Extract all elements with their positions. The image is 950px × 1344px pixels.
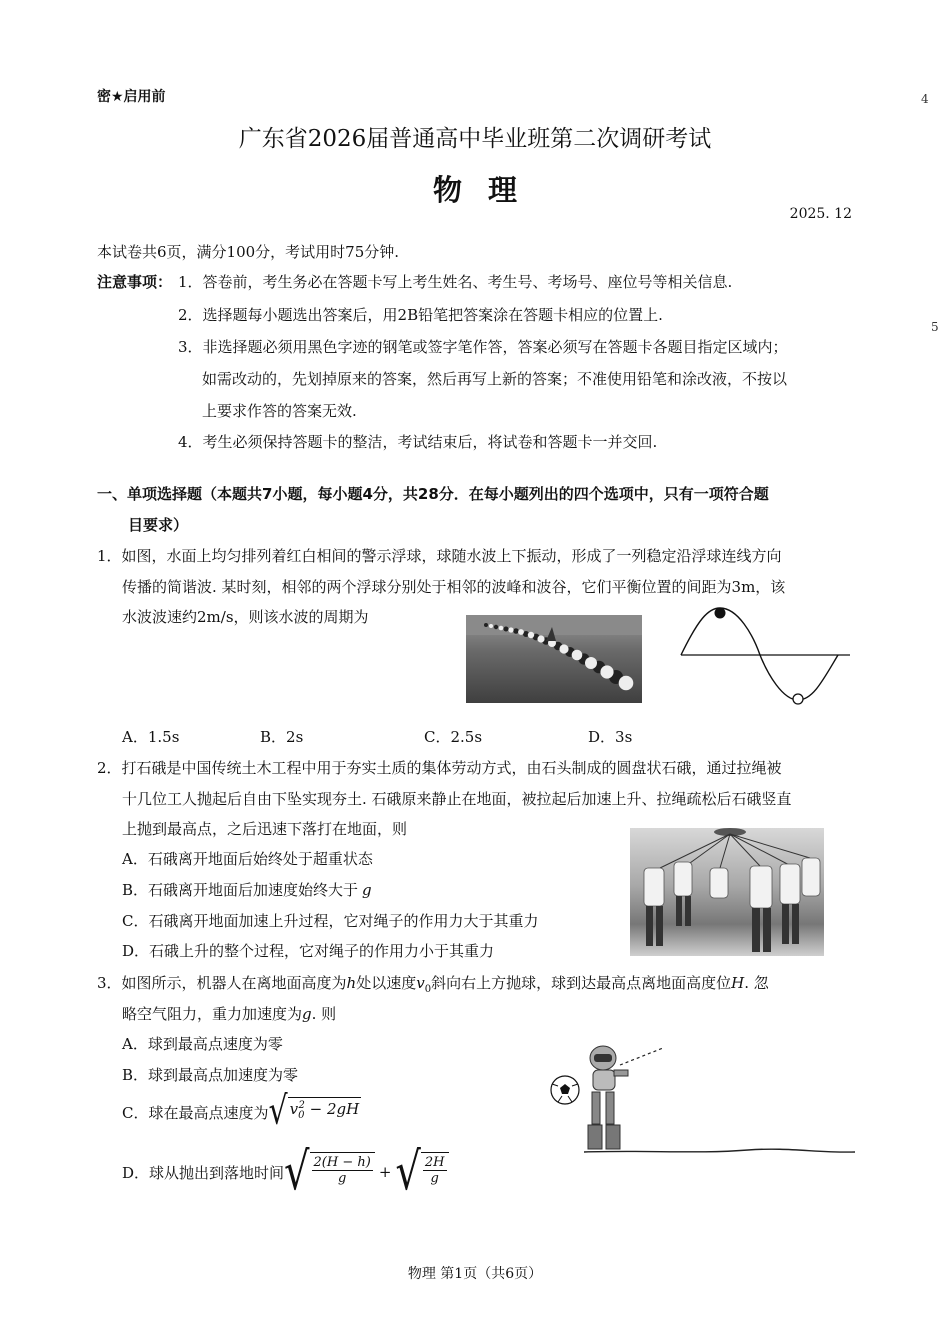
radicand bbox=[421, 1152, 449, 1192]
q3-text: 斜向右上方抛球，球到达最高点离地面高度位 bbox=[431, 974, 732, 992]
robot-icon bbox=[588, 1046, 628, 1149]
radical-sign: √ bbox=[395, 1142, 421, 1202]
numerator: 2H bbox=[424, 1155, 445, 1170]
note-item: 2．选择题每小题选出答案后，用2B铅笔把答案涂在答题卡相应的位置上. bbox=[178, 306, 663, 324]
radicand bbox=[288, 1097, 362, 1127]
confidential-label: 密★启用前 bbox=[97, 89, 166, 105]
option-d bbox=[122, 1142, 449, 1202]
question-2-line: 十几位工人抛起后自由下坠实现夯土. 石硪原来静止在地面，被拉起后加速上升、拉绳疏松后石硪竖直 bbox=[122, 790, 792, 808]
buoy-photo bbox=[466, 615, 642, 703]
section-heading-cont: 目要求） bbox=[128, 516, 189, 534]
question-2-line: 上抛到最高点，之后迅速下落打在地面，则 bbox=[122, 820, 408, 838]
intro-text: 本试卷共6页，满分100分，考试用时75分钟. bbox=[97, 243, 400, 261]
note-item: 4．考生必须保持答题卡的整洁，考试结束后，将试卷和答题卡一并交回. bbox=[178, 433, 658, 451]
note-item: 如需改动的，先划掉原来的答案，然后再写上新的答案；不准使用铅笔和涂改液，不按以 bbox=[202, 370, 788, 388]
numerator: 2(H − h) bbox=[313, 1155, 371, 1170]
exam-title: 广东省2026届普通高中毕业班第二次调研考试 bbox=[238, 126, 712, 152]
notes-label: 注意事项： bbox=[97, 273, 173, 291]
stone-tamping-photo bbox=[630, 828, 824, 956]
symbol-g: g bbox=[302, 1005, 312, 1023]
question-1-line: 传播的简谐波. 某时刻，相邻的两个浮球分别处于相邻的波峰和波谷，它们平衡位置的间距为3m，该 bbox=[122, 578, 786, 596]
fraction bbox=[312, 1155, 373, 1186]
option-c-text: C．球在最高点速度为 bbox=[122, 1103, 269, 1122]
question-3-line-2 bbox=[122, 1003, 336, 1024]
subscript-0: 0 bbox=[424, 984, 432, 995]
wave-diagram bbox=[678, 600, 854, 710]
symbol-h: h bbox=[346, 974, 357, 992]
subject-title: 物理 bbox=[432, 173, 543, 207]
q3-text: 处以速度 bbox=[356, 974, 417, 992]
symbol-v: v bbox=[289, 1100, 299, 1118]
sqrt-fraction-1 bbox=[284, 1142, 375, 1202]
soccer-ball-icon bbox=[551, 1076, 579, 1104]
robot-throw-figure bbox=[548, 1040, 858, 1160]
note-item: 1．答卷前，考生务必在答题卡写上考生姓名、考生号、考场号、座位号等相关信息. bbox=[178, 273, 733, 291]
trajectory-line bbox=[620, 1048, 663, 1065]
option-b bbox=[122, 879, 372, 900]
subscript-0: 0 bbox=[298, 1110, 305, 1121]
symbol-g: g bbox=[362, 881, 372, 899]
option-c: C．2.5s bbox=[424, 728, 483, 746]
q3-text: . 则 bbox=[311, 1005, 337, 1023]
q3-text: 略空气阻力，重力加速度为 bbox=[122, 1005, 303, 1023]
option-a: A．球到最高点速度为零 bbox=[122, 1035, 283, 1053]
exam-date: 2025. 12 bbox=[789, 206, 852, 222]
note-item: 3．非选择题必须用黑色字迹的钢笔或签字笔作答，答案必须写在答题卡各题目指定区域内； bbox=[178, 338, 788, 356]
question-1-line: 水波波速约2m/s，则该水波的周期为 bbox=[122, 608, 369, 626]
symbol-H: H bbox=[731, 974, 745, 992]
ground-line bbox=[584, 1149, 855, 1152]
option-c bbox=[122, 1088, 361, 1135]
denominator: g bbox=[338, 1171, 347, 1186]
plus-sign: + bbox=[378, 1163, 392, 1181]
wave-curve bbox=[681, 608, 838, 700]
radicand-rest: − 2gH bbox=[304, 1100, 360, 1118]
option-a: A．石硪离开地面后始终处于超重状态 bbox=[122, 850, 373, 868]
page-mark-side: 5 bbox=[931, 320, 939, 334]
option-d: D．3s bbox=[588, 728, 633, 746]
option-b: B．球到最高点加速度为零 bbox=[122, 1066, 299, 1084]
option-c: C．石硪离开地面加速上升过程，它对绳子的作用力大于其重力 bbox=[122, 912, 539, 930]
symbol-v: v bbox=[416, 974, 425, 992]
denominator: g bbox=[430, 1171, 439, 1186]
section-heading: 一、单项选择题（本题共7小题，每小题4分，共28分．在每小题列出的四个选项中，只有一项符合题 bbox=[97, 485, 769, 503]
page-mark-top: 4 bbox=[921, 92, 929, 106]
sqrt-fraction-2 bbox=[395, 1142, 448, 1202]
fraction bbox=[423, 1155, 447, 1186]
question-1-line: 1．如图，水面上均匀排列着红白相间的警示浮球，球随水波上下振动，形成了一列稳定沿浮球连线方向 bbox=[97, 547, 782, 565]
question-2-line: 2．打石硪是中国传统土木工程中用于夯实土质的集体劳动方式，由石头制成的圆盘状石硪，通过拉绳被 bbox=[97, 759, 782, 777]
option-b-text: B．石硪离开地面后加速度始终大于 bbox=[122, 881, 359, 899]
sqrt-expression bbox=[268, 1088, 361, 1135]
option-a: A．1.5s bbox=[122, 728, 180, 746]
radicand bbox=[310, 1152, 375, 1192]
option-d-text: D．球从抛出到落地时间 bbox=[122, 1163, 285, 1182]
note-item: 上要求作答的答案无效. bbox=[202, 402, 357, 420]
crest-buoy bbox=[715, 608, 726, 619]
q3-text: . 忽 bbox=[744, 974, 769, 992]
radical-sign: √ bbox=[268, 1088, 288, 1135]
page-footer: 物理 第1页（共6页） bbox=[407, 1266, 543, 1282]
option-d: D．石硪上升的整个过程，它对绳子的作用力小于其重力 bbox=[122, 942, 495, 960]
q3-text: 3．如图所示，机器人在离地面高度为 bbox=[97, 974, 347, 992]
superscript-2: 2 bbox=[298, 1100, 305, 1111]
buoy-photo-drawing bbox=[466, 615, 642, 703]
question-3-line-1 bbox=[97, 972, 769, 995]
option-b: B．2s bbox=[260, 728, 304, 746]
trough-buoy bbox=[793, 694, 803, 704]
radical-sign: √ bbox=[284, 1142, 310, 1202]
stone-tamping-drawing bbox=[630, 828, 824, 956]
